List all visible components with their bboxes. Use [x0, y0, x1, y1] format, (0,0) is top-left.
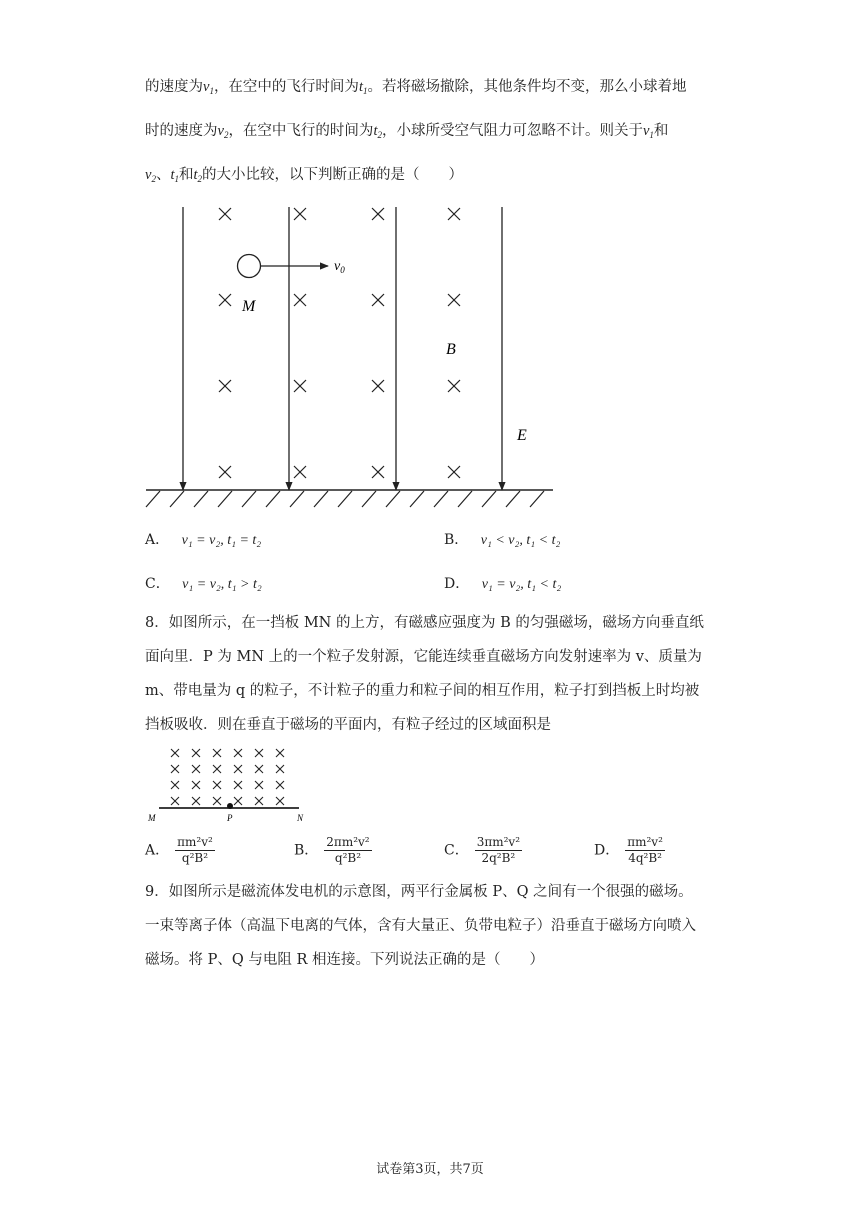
- field-cross: [219, 466, 231, 478]
- var-t2: $t_2$: [373, 123, 382, 140]
- field-cross: [192, 749, 200, 757]
- field-cross: [213, 749, 221, 757]
- field-cross: [192, 781, 200, 789]
- field-cross: [213, 797, 221, 805]
- hatch-mark: [410, 491, 424, 507]
- field-cross: [192, 797, 200, 805]
- q7-line-3: $v_2$、$t_1$和$t_2$的大小比较，以下判断正确的是（ ）: [145, 167, 463, 184]
- ball-m: [238, 255, 261, 278]
- field-cross: [294, 208, 306, 220]
- field-cross: [213, 781, 221, 789]
- hatch-mark: [290, 491, 304, 507]
- fraction: $\frac{\text{πm²v²}}{\text{4q²B²}}$: [627, 835, 663, 865]
- hatch-mark: [386, 491, 400, 507]
- field-cross: [448, 380, 460, 392]
- field-cross: [276, 749, 284, 757]
- hatch-mark: [434, 491, 448, 507]
- q7-option-b[interactable]: B． v₁ < v₂, t₁ < t₂: [444, 532, 561, 548]
- q9-line-1: 9．如图所示是磁流体发电机的示意图，两平行金属板 P、Q 之间有一个很强的磁场。: [145, 884, 693, 900]
- field-cross: [372, 380, 384, 392]
- field-cross: [234, 765, 242, 773]
- field-cross: [213, 765, 221, 773]
- q7-line-1: [145, 77, 686, 101]
- hatch-mark: [218, 491, 232, 507]
- field-cross: [294, 380, 306, 392]
- hatch-mark: [170, 491, 184, 507]
- field-cross: [276, 797, 284, 805]
- q7-line2-text-d: 和: [653, 123, 669, 139]
- q7-line1-text-b: ，在空中的飞行时间为: [213, 79, 359, 95]
- field-cross: [234, 781, 242, 789]
- var-t1: $t_1$: [170, 167, 179, 184]
- field-cross: [448, 294, 460, 306]
- fraction: $\frac{\text{2πm²v²}}{\text{q²B²}}$: [326, 835, 370, 865]
- hatch-mark: [506, 491, 520, 507]
- q7-option-a[interactable]: A． v₁ = v₂, t₁ = t₂: [145, 532, 262, 548]
- magnetic-field-crosses-small: [171, 749, 284, 805]
- q8-option-c[interactable]: C． $\frac{\text{3πm²v²}}{\text{2q²B²}}$: [444, 835, 521, 865]
- field-cross: [192, 765, 200, 773]
- q8-option-d[interactable]: D． $\frac{\text{πm²v²}}{\text{4q²B²}}$: [594, 835, 663, 865]
- q7-line3-text-b: 的大小比较，以下判断正确的是（ ）: [202, 167, 463, 183]
- hatch-mark: [530, 491, 544, 507]
- q8-option-a[interactable]: A． $\frac{\text{πm²v²}}{\text{q²B²}}$: [145, 835, 213, 865]
- fraction: $\frac{\text{πm²v²}}{\text{q²B²}}$: [177, 835, 213, 865]
- q7-line2-text-a: 时的速度为: [145, 123, 218, 139]
- field-cross: [171, 781, 179, 789]
- field-cross: [171, 797, 179, 805]
- field-cross: [171, 749, 179, 757]
- label-e: E: [517, 427, 527, 444]
- hatch-mark: [194, 491, 208, 507]
- field-cross: [219, 208, 231, 220]
- hatch-mark: [242, 491, 256, 507]
- field-cross: [448, 208, 460, 220]
- field-cross: [294, 466, 306, 478]
- field-cross: [255, 797, 263, 805]
- hatch-mark: [266, 491, 280, 507]
- label-p8: P: [227, 813, 233, 823]
- q7-line2-text-b: ，在空中飞行的时间为: [228, 123, 374, 139]
- hatch-mark: [482, 491, 496, 507]
- var-t1: $t_1$: [358, 79, 368, 96]
- var-v2: $v_2$: [145, 167, 156, 184]
- var-t2: $t_2$: [193, 167, 202, 184]
- q8-line-4: 挡板吸收．则在垂直于磁场的平面内，有粒子经过的区域面积是: [145, 717, 551, 733]
- field-cross: [255, 749, 263, 757]
- source-p: [227, 803, 233, 809]
- hatch-mark: [314, 491, 328, 507]
- q8-line-1: 8．如图所示，在一挡板 MN 的上方，有磁感应强度为 B 的匀强磁场，磁场方向垂直纸: [145, 615, 704, 631]
- q7-line2-text-c: ，小球所受空气阻力可忽略不计。则关于: [381, 123, 643, 139]
- q7-line1-text-c: 。若将磁场撤除，其他条件均不变，那么小球着地: [367, 79, 687, 95]
- q9-line-3: 磁场。将 P、Q 与电阻 R 相连接。下列说法正确的是（ ）: [145, 952, 544, 968]
- q9-line-2: 一束等离子体（高温下电离的气体，含有大量正、负带电粒子）沿垂直于磁场方向喷入: [145, 918, 696, 934]
- page-footer: 试卷第3页，共7页: [376, 1162, 484, 1177]
- magnetic-field-crosses: [219, 208, 460, 478]
- hatch-mark: [338, 491, 352, 507]
- label-b: B: [446, 341, 456, 358]
- q7-option-c[interactable]: C． v₁ = v₂, t₁ > t₂: [145, 576, 262, 592]
- var-v2: $v_2$: [217, 123, 229, 140]
- q7-line3-text-a: 和: [178, 167, 194, 183]
- label-n8: N: [297, 813, 304, 823]
- field-cross: [448, 466, 460, 478]
- q7-option-d[interactable]: D． v₁ = v₂, t₁ < t₂: [444, 576, 562, 592]
- field-cross: [372, 466, 384, 478]
- field-cross: [234, 749, 242, 757]
- ground-hatching: [146, 491, 544, 507]
- field-cross: [294, 294, 306, 306]
- fraction: $\frac{\text{3πm²v²}}{\text{2q²B²}}$: [476, 835, 521, 865]
- q8-line-2: 面向里．P 为 MN 上的一个粒子发射源，它能连续垂直磁场方向发射速率为 v、质量为: [145, 649, 702, 665]
- q8-option-b[interactable]: B． $\frac{\text{2πm²v²}}{\text{q²B²}}$: [294, 835, 370, 865]
- field-cross: [171, 765, 179, 773]
- label-v0: $v_0$: [334, 259, 345, 275]
- field-cross: [219, 294, 231, 306]
- field-cross: [276, 765, 284, 773]
- field-cross: [255, 765, 263, 773]
- field-cross: [276, 781, 284, 789]
- q7-line1-text-a: 的速度为: [145, 79, 203, 95]
- q8-line-3: m、带电量为 q 的粒子，不计粒子的重力和粒子间的相互作用，粒子打到挡板上时均被: [145, 683, 700, 699]
- field-cross: [234, 797, 242, 805]
- var-v1: $v_1$: [642, 123, 654, 140]
- label-m8: M: [148, 813, 156, 823]
- hatch-mark: [458, 491, 472, 507]
- hatch-mark: [362, 491, 376, 507]
- label-m: M: [242, 298, 256, 315]
- hatch-mark: [146, 491, 160, 507]
- field-cross: [372, 208, 384, 220]
- field-cross: [255, 781, 263, 789]
- field-cross: [372, 294, 384, 306]
- q7-line-2: [145, 121, 668, 145]
- field-cross: [219, 380, 231, 392]
- var-v1: $v_1$: [203, 79, 214, 96]
